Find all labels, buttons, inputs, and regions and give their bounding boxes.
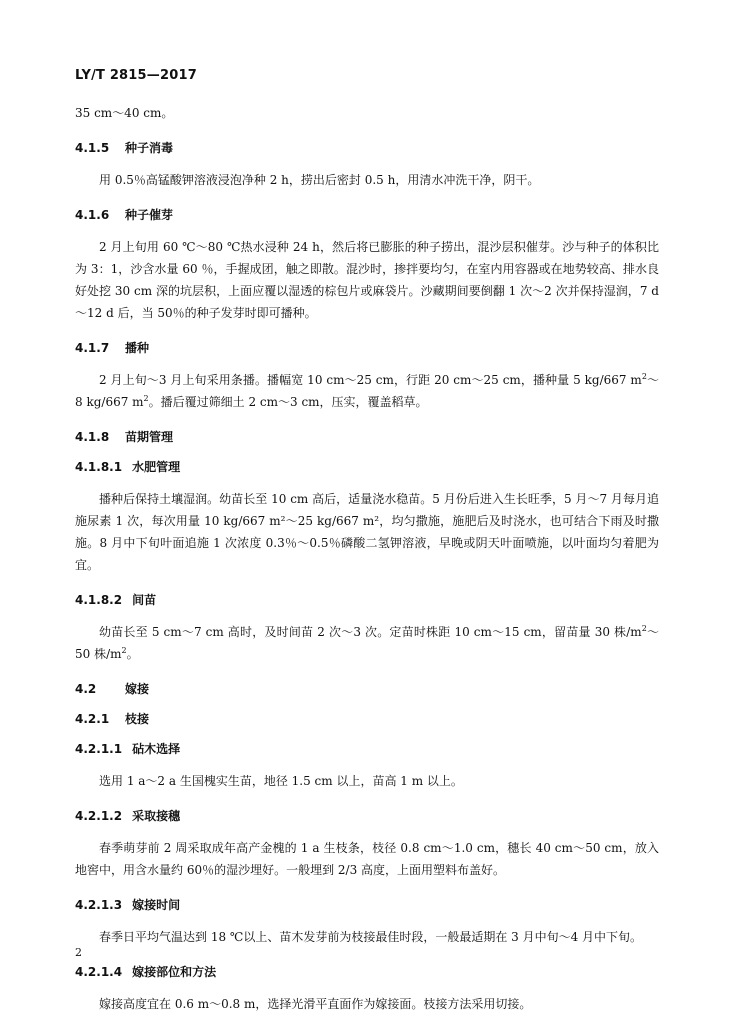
paragraph-scion: 春季萌芽前 2 周采取成年高产金槐的 1 a 生枝条，枝径 0.8 cm～1.0 cm，穗长 40 cm～50 cm，放入地窖中，用含水量约 60％的湿沙埋好。一般埋到 2/3 高度，上面用塑料布盖好。 [75, 841, 659, 877]
section-number: 4.2.1.3 [75, 898, 123, 912]
superscript: 2 [121, 646, 127, 655]
section-number: 4.1.8.2 [75, 593, 123, 607]
section-heading-4-1-7 [75, 339, 659, 357]
paragraph-seed-disinfection: 用 0.5％高锰酸钾溶液浸泡净种 2 h，捞出后密封 0.5 h，用清水冲洗干净，阴干。 [99, 173, 540, 187]
paragraph-grafting-method: 嫁接高度宜在 0.6 m～0.8 m，选择光滑平直面作为嫁接面。枝接方法采用切接。 [99, 997, 532, 1011]
section-heading-4-2-1-1 [75, 740, 659, 758]
section-heading-4-2-1 [75, 710, 659, 728]
section-number: 4.2.1.1 [75, 742, 123, 756]
sowing-text-a: 2 月上旬～3 月上旬采用条播。播幅宽 10 cm～25 cm，行距 20 cm～25 cm，播种量 5 kg/667 m [99, 373, 642, 387]
section-title: 嫁接部位和方法 [132, 965, 217, 979]
section-title: 采取接穗 [132, 809, 181, 823]
section-heading-4-1-6 [75, 206, 659, 224]
superscript: 2 [143, 394, 149, 403]
paragraph-rootstock: 选用 1 a～2 a 生国槐实生苗，地径 1.5 cm 以上，苗高 1 m 以上。 [99, 774, 463, 788]
section-heading-4-1-8-2 [75, 591, 659, 609]
section-title: 种子催芽 [125, 208, 174, 222]
section-number: 4.1.7 [75, 341, 110, 355]
section-number: 4.2.1.4 [75, 965, 123, 979]
section-number: 4.1.8.1 [75, 460, 123, 474]
superscript: 2 [641, 372, 647, 381]
section-number: 4.2.1.2 [75, 809, 123, 823]
section-number: 4.1.8 [75, 430, 110, 444]
thinning-text-c: 。 [126, 647, 139, 661]
section-title: 水肥管理 [132, 460, 181, 474]
section-number: 4.2.1 [75, 712, 110, 726]
section-heading-4-2 [75, 680, 659, 698]
section-heading-4-2-1-3 [75, 896, 659, 914]
section-heading-4-2-1-2 [75, 807, 659, 825]
section-title: 枝接 [125, 712, 150, 726]
section-title: 苗期管理 [125, 430, 174, 444]
document-code: LY/T 2815—2017 [75, 68, 197, 83]
section-number: 4.1.5 [75, 141, 110, 155]
section-title: 嫁接时间 [132, 898, 181, 912]
thinning-text-a: 幼苗长至 5 cm～7 cm 高时，及时间苗 2 次～3 次。定苗时株距 10 cm～15 cm，留苗量 30 株/m [99, 625, 642, 639]
sowing-text-c: 。播后覆过筛细土 2 cm～3 cm，压实，覆盖稻草。 [148, 395, 428, 409]
section-heading-4-2-1-4 [75, 963, 659, 981]
paragraph-sowing [75, 369, 659, 413]
section-title: 间苗 [132, 593, 157, 607]
superscript: 2 [641, 624, 647, 633]
section-number: 4.2 [75, 682, 97, 696]
section-title: 种子消毒 [125, 141, 174, 155]
thinning-text-b: ～50 株/m [75, 625, 659, 661]
paragraph-seed-germination: 2 月上旬用 60 ℃～80 ℃热水浸种 24 h，然后将已膨胀的种子捞出，混沙层积催芽。沙与种子的体积比为 3：1，沙含水量 60 ％，手握成团，触之即散。混沙时，掺拌要均匀，在室内用容器或在地势较高、排水良好处挖 30 cm 深的坑层积，上面应覆以湿透的棕包片或麻袋片。沙藏期间要倒翻 1 次～2 次并保持湿润，7 d～12 d 后，当 50％的种子发芽时即可播种。 [75, 240, 659, 320]
paragraph-thinning [75, 621, 659, 665]
document-body [75, 102, 659, 1015]
section-heading-4-1-8-1 [75, 458, 659, 476]
section-title: 播种 [125, 341, 150, 355]
paragraph-water-fertilizer: 播种后保持土壤湿润。幼苗长至 10 cm 高后，适量浇水稳苗。5 月份后进入生长旺季，5 月～7 月每月追施尿素 1 次，每次用量 10 kg/667 m²～25 kg/667 m²，均匀撒施，施肥后及时浇水，也可结合下雨及时撒施。8 月中下旬叶面追施 1 次浓度 0.3％～0.5％磷酸二氢钾溶液，早晚或阴天叶面喷施，以叶面均匀着肥为宜。 [75, 492, 659, 572]
section-title: 嫁接 [125, 682, 150, 696]
section-heading-4-1-5 [75, 139, 659, 157]
intro-tail-text: 35 cm～40 cm。 [75, 106, 174, 120]
section-title: 砧木选择 [132, 742, 181, 756]
paragraph-grafting-time: 春季日平均气温达到 18 ℃以上、苗木发芽前为枝接最佳时段，一般最适期在 3 月中旬～4 月中下旬。 [99, 930, 643, 944]
sowing-text-b: ～8 kg/667 m [75, 373, 659, 409]
page-number: 2 [75, 946, 82, 959]
section-number: 4.1.6 [75, 208, 110, 222]
section-heading-4-1-8 [75, 428, 659, 446]
